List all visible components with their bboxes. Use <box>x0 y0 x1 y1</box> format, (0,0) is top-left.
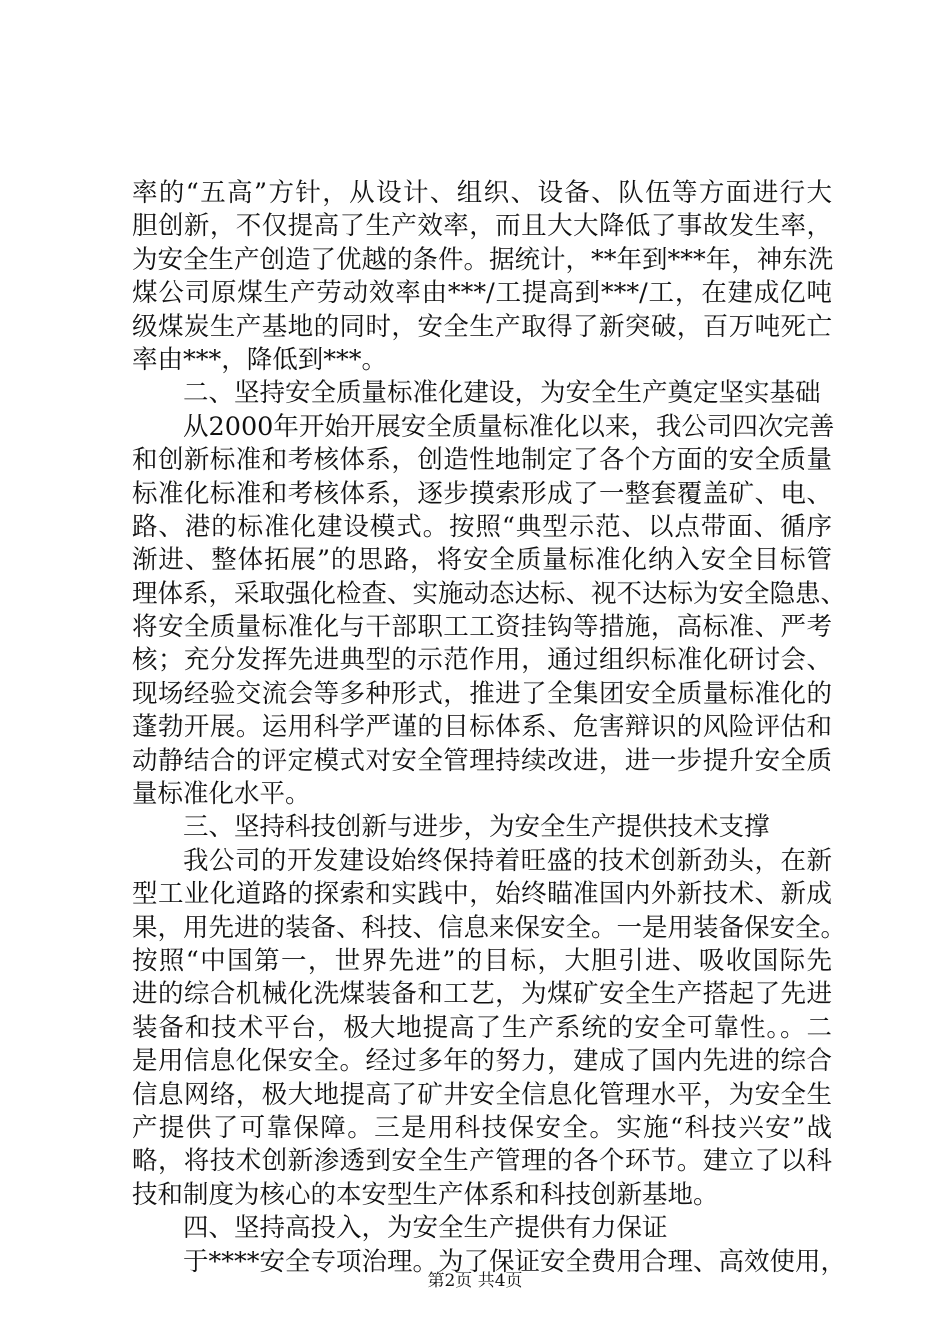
text-line: 信息网络，极大地提高了矿井安全信息化管理水平，为安全生 <box>132 1079 832 1110</box>
page-footer <box>0 1266 950 1291</box>
text-line: 果，用先进的装备、科技、信息来保安全。一是用装备保安全。 <box>132 912 847 943</box>
text-line: 理体系，采取强化检查、实施动态达标、视不达标为安全隐患、 <box>132 578 847 609</box>
text-line: 技和制度为核心的本安型生产体系和科技创新基地。 <box>132 1179 719 1210</box>
page-number: 第2页 共4页 <box>427 1271 523 1291</box>
text-line: 为安全生产创造了优越的条件。据统计，**年到***年，神东洗 <box>132 244 834 275</box>
document-body <box>132 177 847 1279</box>
section-heading <box>132 811 832 844</box>
heading-text: 三、坚持科技创新与进步，为安全生产提供技术支撑 <box>183 812 770 843</box>
text-line: 级煤炭生产基地的同时，安全生产取得了新突破，百万吨死亡 <box>132 311 832 342</box>
heading-text: 二、坚持安全质量标准化建设，为安全生产奠定坚实基础 <box>183 378 821 409</box>
text-line: 略，将技术创新渗透到安全生产管理的各个环节。建立了以科 <box>132 1146 832 1177</box>
text-line: 胆创新，不仅提高了生产效率，而且大大降低了事故发生率， <box>132 211 832 242</box>
text-line: 渐进、整体拓展”的思路，将安全质量标准化纳入安全目标管 <box>132 545 832 576</box>
text-line: 装备和技术平台，极大地提高了生产系统的安全可靠性。。二 <box>132 1012 832 1043</box>
paragraph <box>132 845 847 1212</box>
text-line: 将安全质量标准化与干部职工工资挂钩等措施，高标准、严考 <box>132 612 832 643</box>
text-line: 核；充分发挥先进典型的示范作用，通过组织标准化研讨会、 <box>132 645 832 676</box>
text-line: 型工业化道路的探索和实践中，始终瞄准国内外新技术、新成 <box>132 879 832 910</box>
text-line: 我公司的开发建设始终保持着旺盛的技术创新劲头，在新 <box>183 845 832 876</box>
text-line: 量标准化水平。 <box>132 779 311 810</box>
text-line: 从2000年开始开展安全质量标准化以来，我公司四次完善 <box>183 411 835 442</box>
text-line: 率的“五高”方针，从设计、组织、设备、队伍等方面进行大 <box>132 178 832 208</box>
heading-text: 四、坚持高投入，为安全生产提供有力保证 <box>183 1213 668 1244</box>
text-line: 煤公司原煤生产劳动效率由***/工提高到***/工，在建成亿吨 <box>132 278 832 309</box>
text-line: 按照“中国第一，世界先进”的目标，大胆引进、吸收国际先 <box>132 945 832 976</box>
text-line: 进的综合机械化洗煤装备和工艺，为煤矿安全生产搭起了先进 <box>132 979 832 1010</box>
paragraph <box>132 177 832 377</box>
section-heading <box>132 1212 832 1245</box>
text-line: 现场经验交流会等多种形式，推进了全集团安全质量标准化的 <box>132 678 832 709</box>
text-line: 于****安全专项治理。为了保证安全费用合理、高效使用， <box>183 1246 847 1277</box>
text-line: 和创新标准和考核体系，创造性地制定了各个方面的安全质量 <box>132 445 832 476</box>
paragraph <box>132 411 847 812</box>
text-line: 蓬勃开展。运用科学严谨的目标体系、危害辩识的风险评估和 <box>132 712 832 743</box>
text-line: 产提供了可靠保障。三是用科技保安全。实施“科技兴安”战 <box>132 1112 832 1143</box>
text-line: 动静结合的评定模式对安全管理持续改进，进一步提升安全质 <box>132 745 832 776</box>
text-line: 路、港的标准化建设模式。按照“典型示范、以点带面、循序 <box>132 511 832 542</box>
section-heading <box>132 377 832 410</box>
text-line: 标准化标准和考核体系，逐步摸索形成了一整套覆盖矿、电、 <box>132 478 832 509</box>
text-line: 是用信息化保安全。经过多年的努力，建成了国内先进的综合 <box>132 1046 832 1077</box>
text-line: 率由***，降低到***。 <box>132 344 388 375</box>
